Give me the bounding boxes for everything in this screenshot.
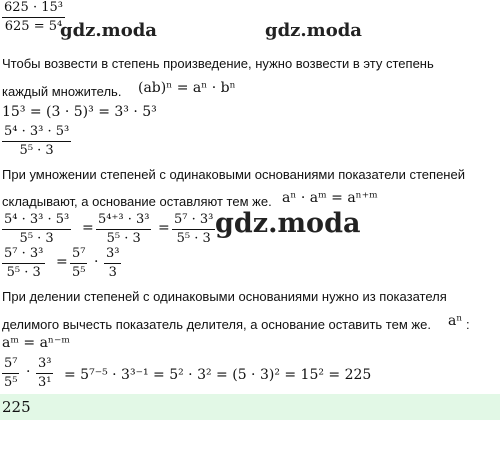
fraction-numerator: 5⁷: [70, 246, 87, 264]
fraction-numerator: 5⁴⁺³ · 3³: [96, 212, 151, 230]
watermark: gdz.moda: [265, 20, 362, 41]
fraction-numerator: 5⁷ · 3³: [172, 212, 215, 230]
line-15-cubed: 15³ = (3 · 5)³ = 3³ · 5³: [2, 104, 157, 120]
formula-multiply-powers: aⁿ · aᵐ = aⁿ⁺ᵐ: [282, 190, 378, 206]
fraction-denominator: 5⁵: [4, 375, 18, 390]
fraction-row4-1: [2, 246, 45, 281]
fraction-denominator: 3¹: [38, 375, 52, 390]
equals-sign: =: [56, 254, 68, 270]
fraction-numerator: 3³: [104, 246, 121, 264]
fraction-numerator: 5⁴ · 3³ · 5³: [2, 124, 71, 142]
watermark: gdz.moda: [60, 20, 157, 41]
fraction-row3-3: [172, 212, 215, 247]
fraction-row3-1: [2, 212, 71, 247]
multiply-dot: ·: [94, 254, 99, 270]
formula-divide-powers: aᵐ = aⁿ⁻ᵐ: [2, 335, 70, 351]
fraction-denominator: 5⁵ · 3: [106, 231, 141, 246]
fraction-denominator: 3: [108, 265, 117, 280]
equals-sign: =: [158, 220, 170, 236]
answer-bar: [0, 394, 500, 420]
fraction-row4-3: [104, 246, 121, 281]
fraction-numerator: 5⁷ · 3³: [2, 246, 45, 264]
fraction-numerator: 625 · 15³: [2, 0, 65, 18]
rule-product-text: Чтобы возвести в степень произведение, нужно возвести в эту степень: [2, 56, 434, 71]
fraction-denominator: 625 = 5⁴: [4, 19, 63, 34]
rule-product-text-2: каждый множитель.: [2, 84, 122, 99]
answer-value: 225: [2, 398, 31, 416]
fraction-row5-1: [2, 356, 19, 391]
fraction-numerator: 3³: [36, 356, 53, 374]
colon: :: [466, 317, 470, 332]
fraction-numerator: 5⁷: [2, 356, 19, 374]
rule-multiply-text-2: складывают, а основание оставляют тем же.: [2, 194, 272, 209]
fraction-step1: [2, 124, 71, 159]
fraction-denominator: 5⁵ · 3: [19, 143, 54, 158]
rule-multiply-text: При умножении степеней с одинаковыми основаниями показатели степеней: [2, 167, 465, 182]
fraction-denominator: 5⁵ · 3: [176, 231, 211, 246]
fraction-denominator: 5⁵ · 3: [19, 231, 54, 246]
fraction-denominator: 5⁵ · 3: [6, 265, 41, 280]
fraction-denominator: 5⁵: [72, 265, 86, 280]
formula-divide-inline: aⁿ: [448, 313, 463, 329]
fraction-row3-2: [96, 212, 151, 247]
multiply-dot: ·: [26, 364, 31, 380]
formula-product-power: (ab)ⁿ = aⁿ · bⁿ: [138, 80, 236, 96]
fraction-row4-2: [70, 246, 87, 281]
fraction-row5-2: [36, 356, 53, 391]
rule-divide-text: При делении степеней с одинаковыми основаниями нужно из показателя: [2, 289, 447, 304]
equals-sign: =: [82, 220, 94, 236]
fraction-625: [2, 0, 65, 35]
rule-divide-text-2: делимого вычесть показатель делителя, а основание оставить тем же.: [2, 317, 431, 332]
watermark: gdz.moda: [215, 208, 361, 239]
fraction-numerator: 5⁴ · 3³ · 5³: [2, 212, 71, 230]
final-calculation: = 5⁷⁻⁵ · 3³⁻¹ = 5² · 3² = (5 · 3)² = 15² = 225: [64, 367, 372, 383]
